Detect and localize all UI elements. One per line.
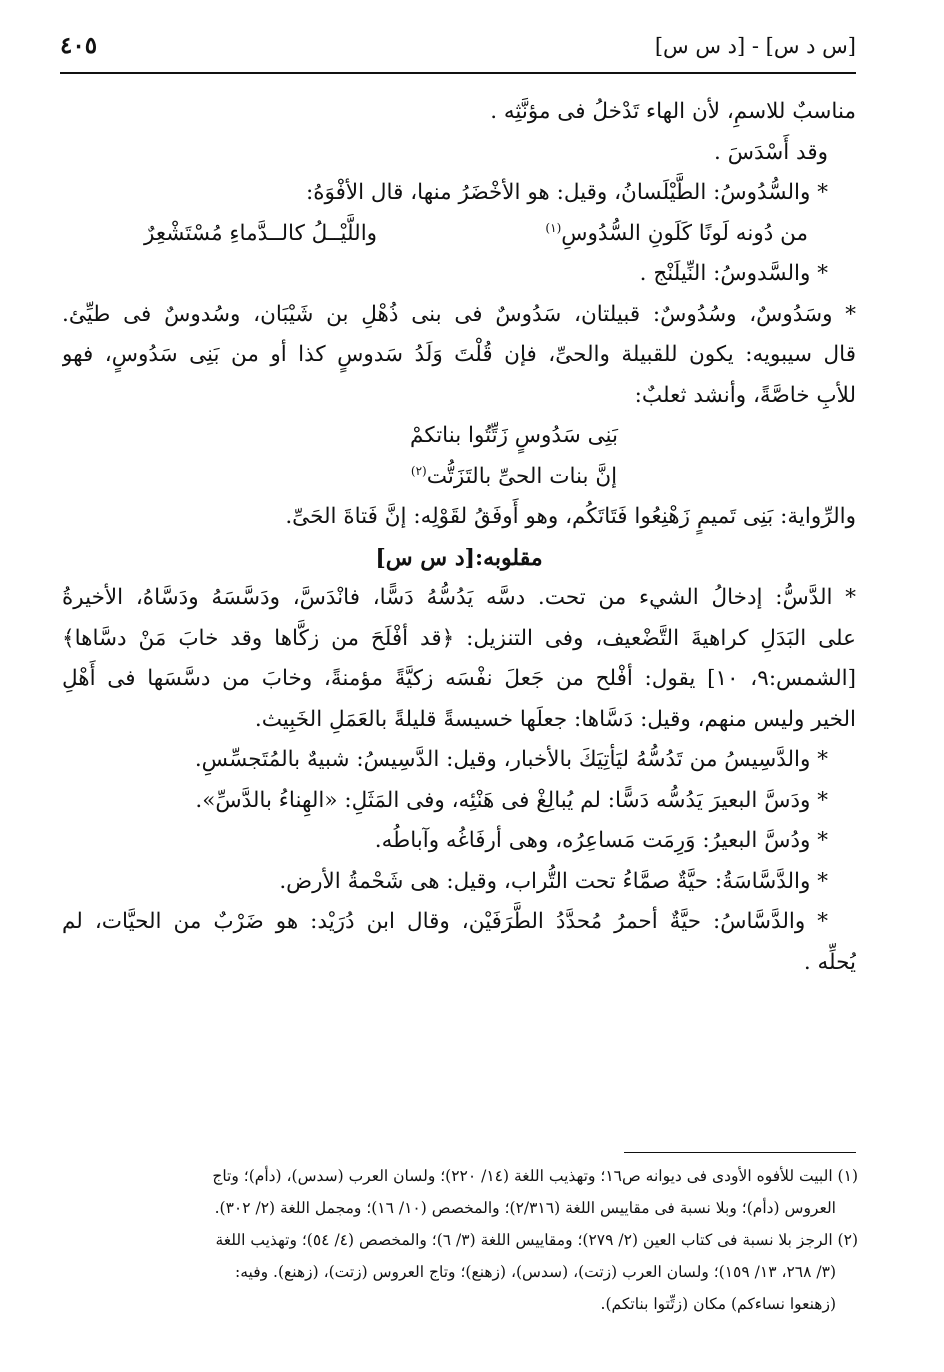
footnote-line: العروس (دأم)؛ وبلا نسبة فى مقاييس اللغة (٢/٣١٦)؛ والمخصص (١٠/ ١٦)؛ ومجمل اللغة (٢/ ٣٠٢).	[214, 1199, 836, 1217]
section-subheading: مقلوبه:[د س س]	[375, 544, 543, 571]
page-number: ٤٠٥	[60, 32, 98, 59]
text-line: قال سيبويه: يكون للقبيلة والحىِّ، فإن قُلْتَ وَلَدُ سَدوسٍ كذا أو من بَنِى سَدُوسٍ، فهو	[62, 342, 856, 367]
text-line: * والسُّدُوسُ: الطَّيْلَسانُ، وقيل: هو الأخْضَرُ منها، قال الأفْوَهُ:	[305, 180, 828, 205]
footnotes	[60, 1160, 858, 1320]
footnote-separator	[624, 1152, 856, 1153]
text-line: * والدَّسَّاسُ: حيَّةٌ أحمرُ مُحدَّدُ الطَّرَفَيْن، وقال ابن دُرَيْد: هو ضَرْبٌ من الحيَّات، لم	[62, 909, 828, 934]
verse-hemistich-left: واللَّيْــلُ كالــدَّماءِ مُسْتَشْعِرٌ	[144, 220, 378, 246]
text-line: * ودُسَّ البعيرُ: وَرِمَت مَساعِرُه، وهى أرفَاغُه وآباطُه.	[374, 828, 828, 853]
header-rule	[60, 72, 856, 74]
text-line: للأبِ خاصَّةً، وأنشد ثعلبٌ:	[634, 382, 856, 408]
text-line: * والدَّسَّاسَةُ: حيَّةٌ صمَّاءُ تحت التُّراب، وقيل: هى شَحْمةُ الأرض.	[279, 868, 828, 894]
text-line: مناسبٌ للاسمِ، لأن الهاء تَدْخلُ فى مؤنَّثِه .	[490, 99, 856, 124]
footnote-line: (١) البيت للأفوه الأودى فى ديوانه ص١٦؛ وتهذيب اللغة (١٤/ ٢٢٠)؛ ولسان العرب (سدس)، (دأم)؛ وتاج	[212, 1167, 858, 1185]
text-line: على البَدَلِ كراهيةَ التَّضْعيف، وفى التنزيل: ﴿قد أفْلَحَ من زكَّاها وقد خابَ مَنْ دسَّاها﴾	[62, 625, 856, 651]
footnote-line: (زهنعوا نساءكم) مكان (زتِّتوا بناتكم).	[600, 1295, 836, 1313]
text-line: والرِّواية: بَنِى تَميمٍ زَهْنِعُوا فَتَاتَكُم، وهو أَوفَقُ لقَوْلِه: إنَّ فَتاةَ الحَىِّ.	[285, 504, 856, 529]
header-title: [س د س] - [د س س]	[654, 34, 856, 58]
text-line: الخير وليس منهم، وقيل: دَسَّاها: جعلَها خسيسةً قليلةً بالعَمَلِ الخَبِيث.	[254, 706, 856, 732]
verse-line: بَنِى سَدُوسٍ زَتِّتُوا بناتكمْ	[410, 423, 618, 448]
footnote-marker: (١)	[545, 220, 562, 235]
main-text	[62, 92, 856, 983]
text-line: وقد أَسْدَسَ .	[714, 139, 828, 165]
text-line: * والدَّسِيسُ من تَدُسُّهُ ليَأتِيَكَ بالأخبار، وقيل: الدَّسِيسُ: شبيهٌ بالمُتَجسِّسِ.	[194, 747, 828, 772]
running-header	[60, 30, 856, 70]
text-line: [الشمس:٩، ١٠] يقول: أفْلح من جَعلَ نفْسَه زكيَّةً مؤمنةً، وخابَ من دسَّسَها فى أَهْلِ	[62, 666, 856, 691]
footnote-marker: (٢)	[410, 463, 427, 478]
text-line: يُحلِّه .	[803, 949, 856, 975]
verse-line: إنَّ بنات الحىِّ بالتَزَتُّت$^{(٢)}$	[410, 463, 618, 489]
footnote-line: (٣/ ٢٦٨، ١٣/ ١٥٩)؛ ولسان العرب (زتت)، (سدس)، (زهنع)؛ وتاج العروس (زتت)، (زهنع). وفيه:	[235, 1263, 836, 1281]
text-line: * الدَّسُّ: إدخالُ الشيء من تحت. دسَّه يَدُسُّهُ دَسًّا، فانْدَسَّ، ودَسَّسَهُ ودَسَّاهُ، الأخيرةُ	[62, 585, 856, 610]
verse-line	[62, 214, 856, 255]
text-line: * وسَدُوسٌ، وسُدُوسٌ: قبيلتان، سَدُوسٌ فى بنى ذُهْلِ بن شَيْبَان، وسُدوسٌ فى طيِّئ.	[62, 301, 856, 327]
text-line: * والسَّدوسُ: النِّيلَنْج .	[639, 261, 828, 286]
footnote-line: (٢) الرجز بلا نسبة فى كتاب العين (٢/ ٢٧٩)؛ ومقاييس اللغة (٣/ ٦)؛ والمخصص (٤/ ٥٤)؛ وتهذيب اللغة	[215, 1231, 858, 1249]
verse-hemistich-right: من دُونه لَونًا كَلَونِ السُّدُوسِ$^{(١)}$	[545, 220, 808, 246]
text-line: * ودَسَّ البعيرَ يَدُسُّه دَسًّا: لم يُبالِغْ فى هَنْئِه، وفى المَثَلِ: «الهِناءُ بالدَّسِّ».	[195, 787, 828, 813]
